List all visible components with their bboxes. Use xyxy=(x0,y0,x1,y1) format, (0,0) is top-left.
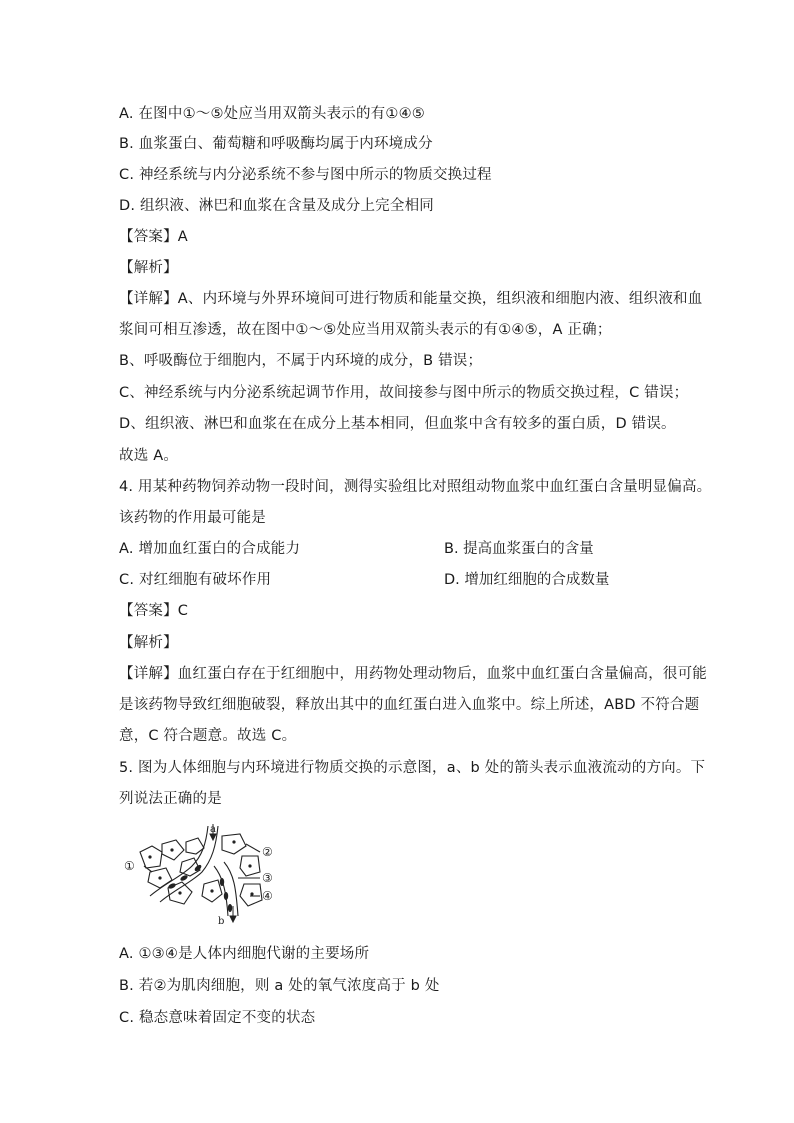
q3-detail-line-4: C、神经系统与内分泌系统起调节作用，故间接参与图中所示的物质交换过程，C 错误； xyxy=(119,385,689,401)
q4-option-a: A. 增加血红蛋白的合成能力 xyxy=(119,541,301,557)
q3-detail-line-3: B、呼吸酶位于细胞内，不属于内环境的成分，B 错误； xyxy=(119,353,483,369)
q4-detail-line-1: 【详解】血红蛋白存在于红细胞中，用药物处理动物后，血浆中血红蛋白含量偏高，很可能 xyxy=(119,666,707,682)
q5-stem-line-1: 5. 图为人体细胞与内环境进行物质交换的示意图，a、b 处的箭头表示血液流动的方向。下 xyxy=(119,760,706,776)
q4-stem-line-1: 4. 用某种药物饲养动物一段时间，测得实验组比对照组动物血浆中血红蛋白含量明显偏高。 xyxy=(119,479,712,495)
red-blood-cell xyxy=(220,878,224,886)
cell-nucleus xyxy=(210,889,213,892)
q4-option-b: B. 提高血浆蛋白的含量 xyxy=(444,541,594,557)
q4-detail-line-3: 意，C 符合题意。故选 C。 xyxy=(119,728,297,744)
cell-nucleus xyxy=(148,855,151,858)
capillary-wall xyxy=(150,826,208,896)
q4-analysis-heading: 【解析】 xyxy=(119,635,178,651)
red-blood-cell xyxy=(167,882,176,889)
q5-option-c: C. 稳态意味着固定不变的状态 xyxy=(119,1010,316,1026)
q5-option-a: A. ①③④是人体内细胞代谢的主要场所 xyxy=(119,946,370,962)
figure-label-2: ② xyxy=(262,845,273,859)
tissue-cell xyxy=(222,834,246,854)
cell-nucleus xyxy=(158,876,161,879)
q3-detail-line-1: 【详解】A、内环境与外界环境间可进行物质和能量交换，组织液和细胞内液、组织液和血 xyxy=(119,291,703,307)
tissue-cell xyxy=(186,838,204,854)
q3-option-d: D. 组织液、淋巴和血浆在含量及成分上完全相同 xyxy=(119,198,434,214)
q3-option-c: C. 神经系统与内分泌系统不参与图中所示的物质交换过程 xyxy=(119,167,492,183)
cell-nucleus xyxy=(232,840,235,843)
q4-answer: 【答案】C xyxy=(119,603,189,619)
q3-option-a: A. 在图中①～⑤处应当用双箭头表示的有①④⑤ xyxy=(119,106,425,122)
figure-label-4: ④ xyxy=(262,889,273,903)
q3-analysis-heading: 【解析】 xyxy=(119,260,178,276)
leader-line-2 xyxy=(246,844,260,852)
q4-option-c: C. 对红细胞有破坏作用 xyxy=(119,572,272,588)
q4-stem-line-2: 该药物的作用最可能是 xyxy=(119,510,266,526)
figure-label-b: b xyxy=(218,916,225,926)
q3-conclusion: 故选 A。 xyxy=(119,448,179,464)
red-blood-cell xyxy=(228,904,232,912)
q5-option-b: B. 若②为肌肉细胞，则 a 处的氧气浓度高于 b 处 xyxy=(119,978,440,994)
q3-answer: 【答案】A xyxy=(119,229,188,245)
q3-detail-line-5: D、组织液、淋巴和血浆在在成分上基本相同，但血浆中含有较多的蛋白质，D 错误。 xyxy=(119,416,676,432)
tissue-exchange-diagram xyxy=(122,822,282,926)
q3-detail-line-2: 浆间可相互渗透，故在图中①～⑤处应当用双箭头表示的有①④⑤，A 正确； xyxy=(119,322,612,338)
q3-option-b: B. 血浆蛋白、葡萄糖和呼吸酶均属于内环境成分 xyxy=(119,136,433,152)
q4-detail-line-2: 是该药物导致红细胞破裂，释放出其中的血红蛋白进入血浆中。综上所述，ABD 不符合题 xyxy=(119,697,700,713)
cell-nucleus xyxy=(250,892,253,895)
red-blood-cell xyxy=(224,892,228,900)
cell-nucleus xyxy=(248,864,251,867)
q4-option-d: D. 增加红细胞的合成数量 xyxy=(444,572,610,588)
flow-arrow-b-head xyxy=(230,916,236,922)
q5-stem-line-2: 列说法正确的是 xyxy=(119,791,222,807)
cell-nucleus xyxy=(170,848,173,851)
figure-label-a: a xyxy=(210,824,216,835)
cell-nucleus xyxy=(178,891,181,894)
figure-label-1: ① xyxy=(124,859,135,873)
figure-label-3: ③ xyxy=(262,871,273,885)
